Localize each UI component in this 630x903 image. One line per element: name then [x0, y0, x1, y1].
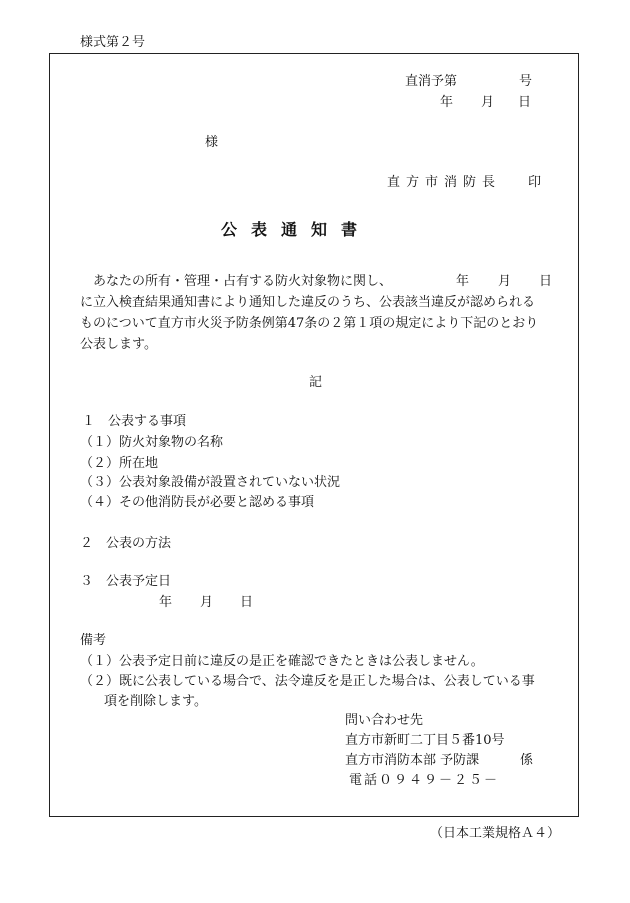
section1-item-1: （１）防火対象物の名称	[80, 435, 224, 450]
section1-item-3: （３）公表対象設備が設置されていない状況	[80, 475, 341, 490]
issuer-name: 直方市消防長	[387, 175, 502, 190]
remarks-item-2: （２）既に公表している場合で、法令違反を是正した場合は、公表している事	[80, 674, 535, 689]
section3-heading: ３ 公表予定日	[80, 574, 172, 589]
remarks-item-2-cont: 項を削除します。	[104, 694, 207, 709]
doc-number-suffix: 号	[519, 74, 533, 89]
header-year: 年	[440, 95, 454, 110]
addressee-suffix: 様	[205, 135, 219, 150]
body-line-2: に立入検査結果通知書により通知した違反のうち、公表該当違反が認められる	[80, 295, 536, 310]
section1-heading: １ 公表する事項	[82, 414, 187, 429]
contact-phone: 電話０９４９－２５－	[349, 773, 500, 788]
section2-heading: ２ 公表の方法	[80, 536, 172, 551]
form-number: 様式第２号	[80, 35, 146, 50]
body-line-1-year: 年	[456, 274, 470, 289]
section3-day: 日	[240, 595, 254, 610]
remarks-item-1: （１）公表予定日前に違反の是正を確認できたときは公表しません。	[80, 654, 484, 669]
doc-number-label: 直消予第	[405, 74, 458, 89]
body-line-4: 公表します。	[80, 337, 157, 352]
contact-staff-suffix: 係	[520, 753, 534, 768]
header-month: 月	[481, 95, 495, 110]
contact-heading: 問い合わせ先	[345, 713, 424, 728]
header-day: 日	[518, 95, 532, 110]
body-line-1: あなたの所有・管理・占有する防火対象物に関し、	[93, 274, 393, 289]
body-line-3: ものについて直方市火災予防条例第47条の２第１項の規定により下記のとおり	[80, 316, 539, 331]
issuer-seal: 印	[528, 175, 542, 190]
contact-dept: 直方市消防本部 予防課	[345, 753, 480, 768]
section3-year: 年	[159, 595, 173, 610]
section1-item-2: （２）所在地	[80, 456, 159, 471]
contact-address: 直方市新町二丁目５番10号	[345, 733, 505, 748]
remarks-heading: 備考	[80, 633, 107, 648]
body-line-1-month: 月	[498, 274, 512, 289]
section3-month: 月	[200, 595, 214, 610]
section1-item-4: （４）その他消防長が必要と認める事項	[80, 495, 315, 510]
ki-label: 記	[309, 375, 323, 390]
body-line-1-day: 日	[539, 274, 553, 289]
paper-size-note: （日本工業規格Ａ４）	[430, 826, 561, 841]
page-title: 公表通知書	[221, 220, 372, 239]
